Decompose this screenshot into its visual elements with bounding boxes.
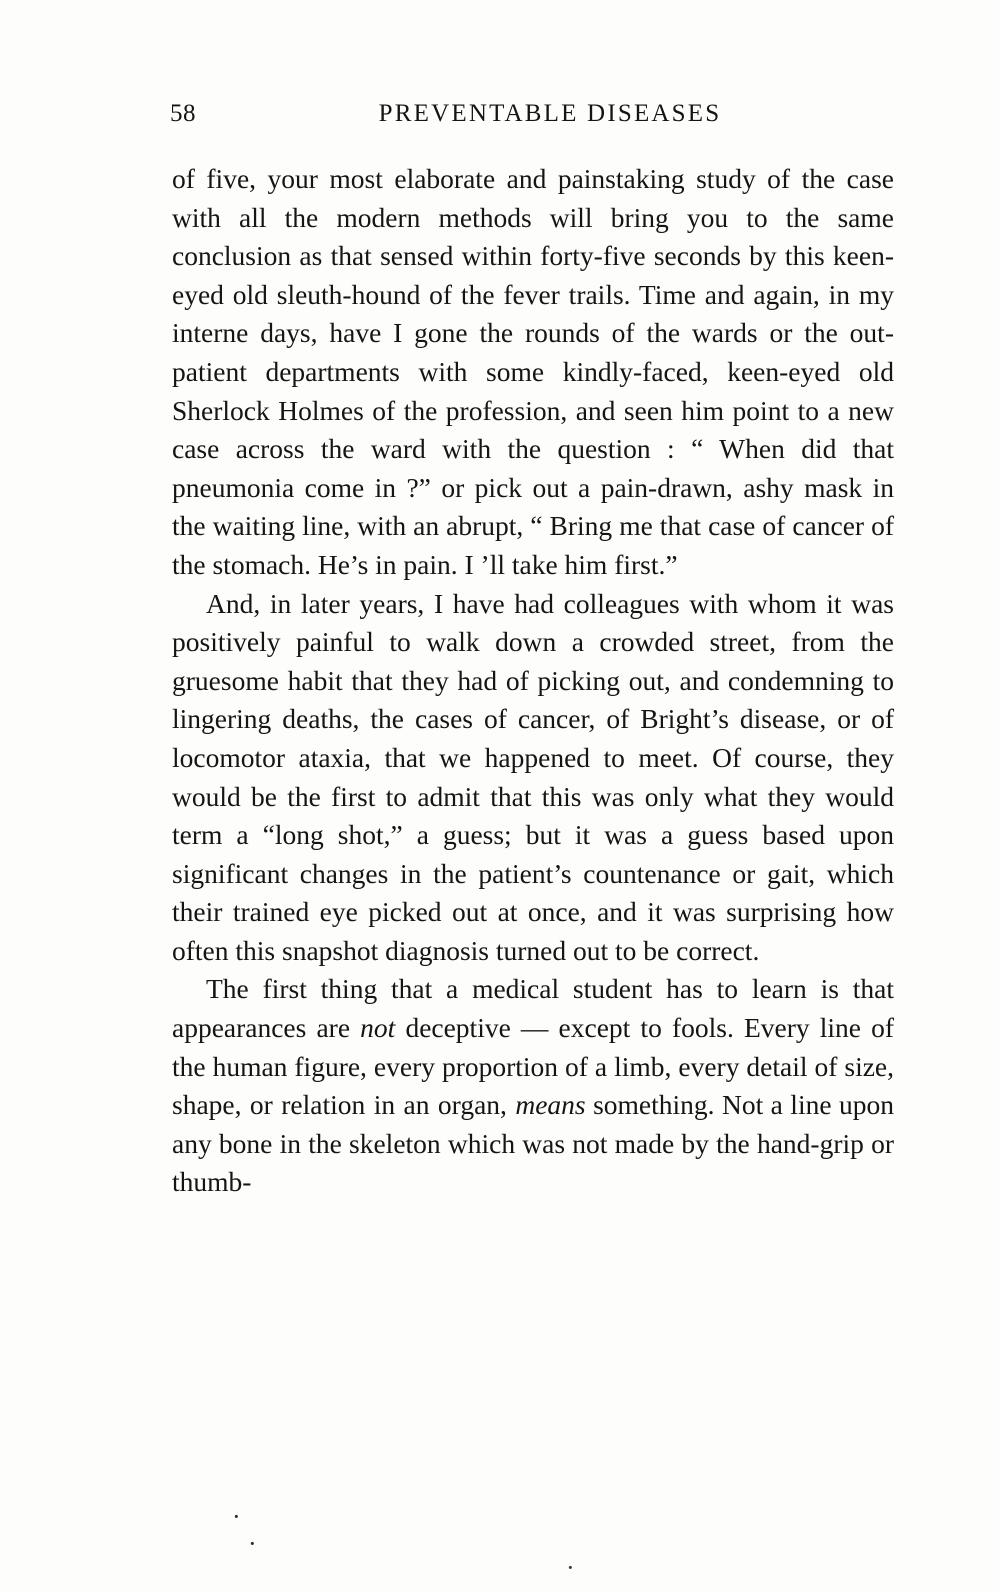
paragraph-3-italic-means: means: [515, 1089, 586, 1121]
body-text: [172, 160, 894, 1202]
footer-center-mark: ·: [566, 1553, 575, 1582]
page-number: 58: [170, 100, 196, 127]
paragraph-1: of five, your most elaborate and painstaking study of the case with all the modern methods will bring you to the same conclusion as that sensed within forty-five seconds by this keen-eyed old sleuth-hound of the fever trails. Time and again, in my interne days, have I gone the rounds of the wards or the out-patient departments with some kindly-faced, keen-eyed old Sherlock Holmes of the profession, and seen him point to a new case across the ward with the question : “ When did that pneumonia come in ?” or pick out a pain-drawn, ashy mask in the waiting line, with an abrupt, “ Bring me that case of cancer of the stomach. He’s in pain. I ’ll take him first.”: [172, 163, 894, 580]
paragraph-2: And, in later years, I have had colleagues with whom it was positively painful to walk down a crowded street, from the gruesome habit that they had of picking out, and condemning to lingering deaths, the cases of cancer, of Bright’s disease, or of locomotor ataxia, that we happened to meet. Of course, they would be the first to admit that this was only what they would term a “long shot,” a guess; but it was a guess based upon significant changes in the patient’s countenance or gait, which their trained eye picked out at once, and it was surprising how often this snapshot diagnosis turned out to be correct.: [172, 587, 894, 966]
running-head: PREVENTABLE DISEASES: [378, 100, 722, 127]
paragraph-3-italic-not: not: [360, 1012, 396, 1044]
footer-mark-one: ·: [232, 1502, 241, 1531]
paragraph-3-part-2: deceptive — except to fools. Every line of the human figure, every proportion of a limb, every detail of size, shape, or relation in an organ,: [172, 1012, 894, 1121]
paragraph-3: [172, 970, 894, 1202]
footer-mark-two: ·: [248, 1529, 257, 1558]
paragraph-3-part-3: something. Not a line upon any bone in the skeleton which was not made by the hand-grip or thumb-: [172, 1089, 894, 1198]
page-header: [170, 100, 900, 128]
paragraph-3-part-1: The first thing that a medical student has to learn is that appearances are: [172, 973, 894, 1044]
